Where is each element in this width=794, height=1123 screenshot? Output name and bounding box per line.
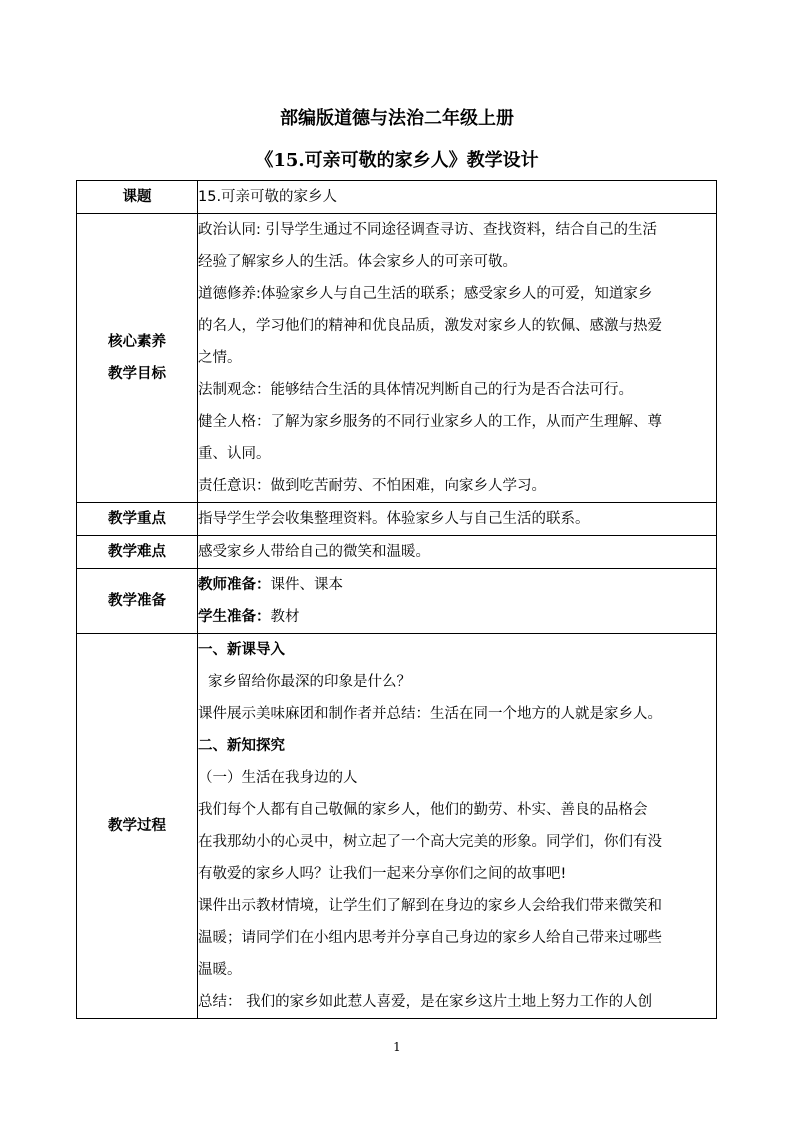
paragraph-line: 温暖；请同学们在小组内思考并分享自己身边的家乡人给自己带来过哪些 bbox=[198, 930, 662, 946]
section-text: 课件展示美味麻团和制作者并总结：生活在同一个地方的人就是家乡人。 bbox=[198, 706, 662, 722]
difficulty-text: 感受家乡人带给自己的微笑和温暖。 bbox=[198, 544, 430, 560]
teacher-preparation bbox=[198, 569, 716, 601]
paragraph-line: 课件出示教材情境，让学生们了解到在身边的家乡人会给我们带来微笑和 bbox=[198, 898, 662, 914]
document-title: 部编版道德与法治二年级上册 bbox=[280, 108, 514, 129]
label-key-point: 教学重点 bbox=[77, 503, 198, 536]
teacher-preparation-value: 课件、课本 bbox=[270, 577, 343, 593]
paragraph-line: 温暖。 bbox=[198, 962, 242, 978]
paragraph-line: 有敬爱的家乡人吗？让我们一起来分享你们之间的故事吧! bbox=[198, 866, 567, 882]
student-preparation-label: 学生准备： bbox=[198, 609, 271, 625]
paragraph-line: 我们每个人都有自己敬佩的家乡人，他们的勤劳、朴实、善良的品格会 bbox=[198, 802, 648, 818]
topic-text: 15.可亲可敬的家乡人 bbox=[198, 189, 338, 205]
label-goals bbox=[77, 214, 198, 503]
row-process bbox=[77, 634, 717, 1019]
student-preparation bbox=[198, 601, 716, 633]
goal-line: 之情。 bbox=[198, 350, 242, 366]
page-number: 1 bbox=[393, 1040, 401, 1054]
section-heading: 二、新知探究 bbox=[198, 738, 285, 754]
value-preparation bbox=[198, 569, 717, 634]
label-difficulty: 教学难点 bbox=[77, 536, 198, 569]
value-topic bbox=[198, 181, 717, 214]
label-goals-line1: 核心素养 bbox=[108, 334, 166, 350]
goal-line: 法制观念：能够结合生活的具体情况判断自己的行为是否合法可行。 bbox=[198, 382, 633, 398]
goal-line: 经验了解家乡人的生活。体会家乡人的可亲可敬。 bbox=[198, 254, 517, 270]
row-key-point bbox=[77, 503, 717, 536]
goal-line: 政治认同: 引导学生通过不同途径调查寻访、查找资料，结合自己的生活 bbox=[198, 222, 657, 238]
summary-line: 总结： 我们的家乡如此惹人喜爱，是在家乡这片土地上努力工作的人创 bbox=[198, 994, 653, 1010]
label-preparation: 教学准备 bbox=[77, 569, 198, 634]
section-heading: 一、新课导入 bbox=[198, 642, 285, 658]
row-goals bbox=[77, 214, 717, 503]
section-subheading: （一）生活在我身边的人 bbox=[198, 770, 358, 786]
row-topic bbox=[77, 181, 717, 214]
label-process: 教学过程 bbox=[77, 634, 198, 1019]
goal-line: 道德修养:体验家乡人与自己生活的联系；感受家乡人的可爱，知道家乡 bbox=[198, 286, 653, 302]
document-subtitle: 《15.可亲可敬的家乡人》教学设计 bbox=[255, 150, 539, 171]
value-key-point bbox=[198, 503, 717, 536]
key-point-text: 指导学生学会收集整理资料。体验家乡人与自己生活的联系。 bbox=[198, 511, 590, 527]
goal-line: 的名人，学习他们的精神和优良品质，激发对家乡人的钦佩、感激与热爱 bbox=[198, 318, 662, 334]
row-difficulty bbox=[77, 536, 717, 569]
goal-line: 健全人格：了解为家乡服务的不同行业家乡人的工作，从而产生理解、尊 bbox=[198, 414, 662, 430]
lesson-plan-table bbox=[76, 180, 717, 1019]
goal-line: 责任意识：做到吃苦耐劳、不怕困难，向家乡人学习。 bbox=[198, 478, 546, 494]
value-goals bbox=[198, 214, 717, 503]
teacher-preparation-label: 教师准备： bbox=[198, 577, 271, 593]
section-question: 家乡留给你最深的印象是什么？ bbox=[208, 674, 411, 690]
goal-line: 重、认同。 bbox=[198, 446, 271, 462]
row-preparation bbox=[77, 569, 717, 634]
paragraph-line: 在我那幼小的心灵中，树立起了一个高大完美的形象。同学们，你们有没 bbox=[198, 834, 662, 850]
student-preparation-value: 教材 bbox=[270, 609, 300, 625]
label-goals-line2: 教学目标 bbox=[108, 366, 166, 382]
value-difficulty bbox=[198, 536, 717, 569]
value-process bbox=[198, 634, 717, 1019]
label-topic: 课题 bbox=[77, 181, 198, 214]
